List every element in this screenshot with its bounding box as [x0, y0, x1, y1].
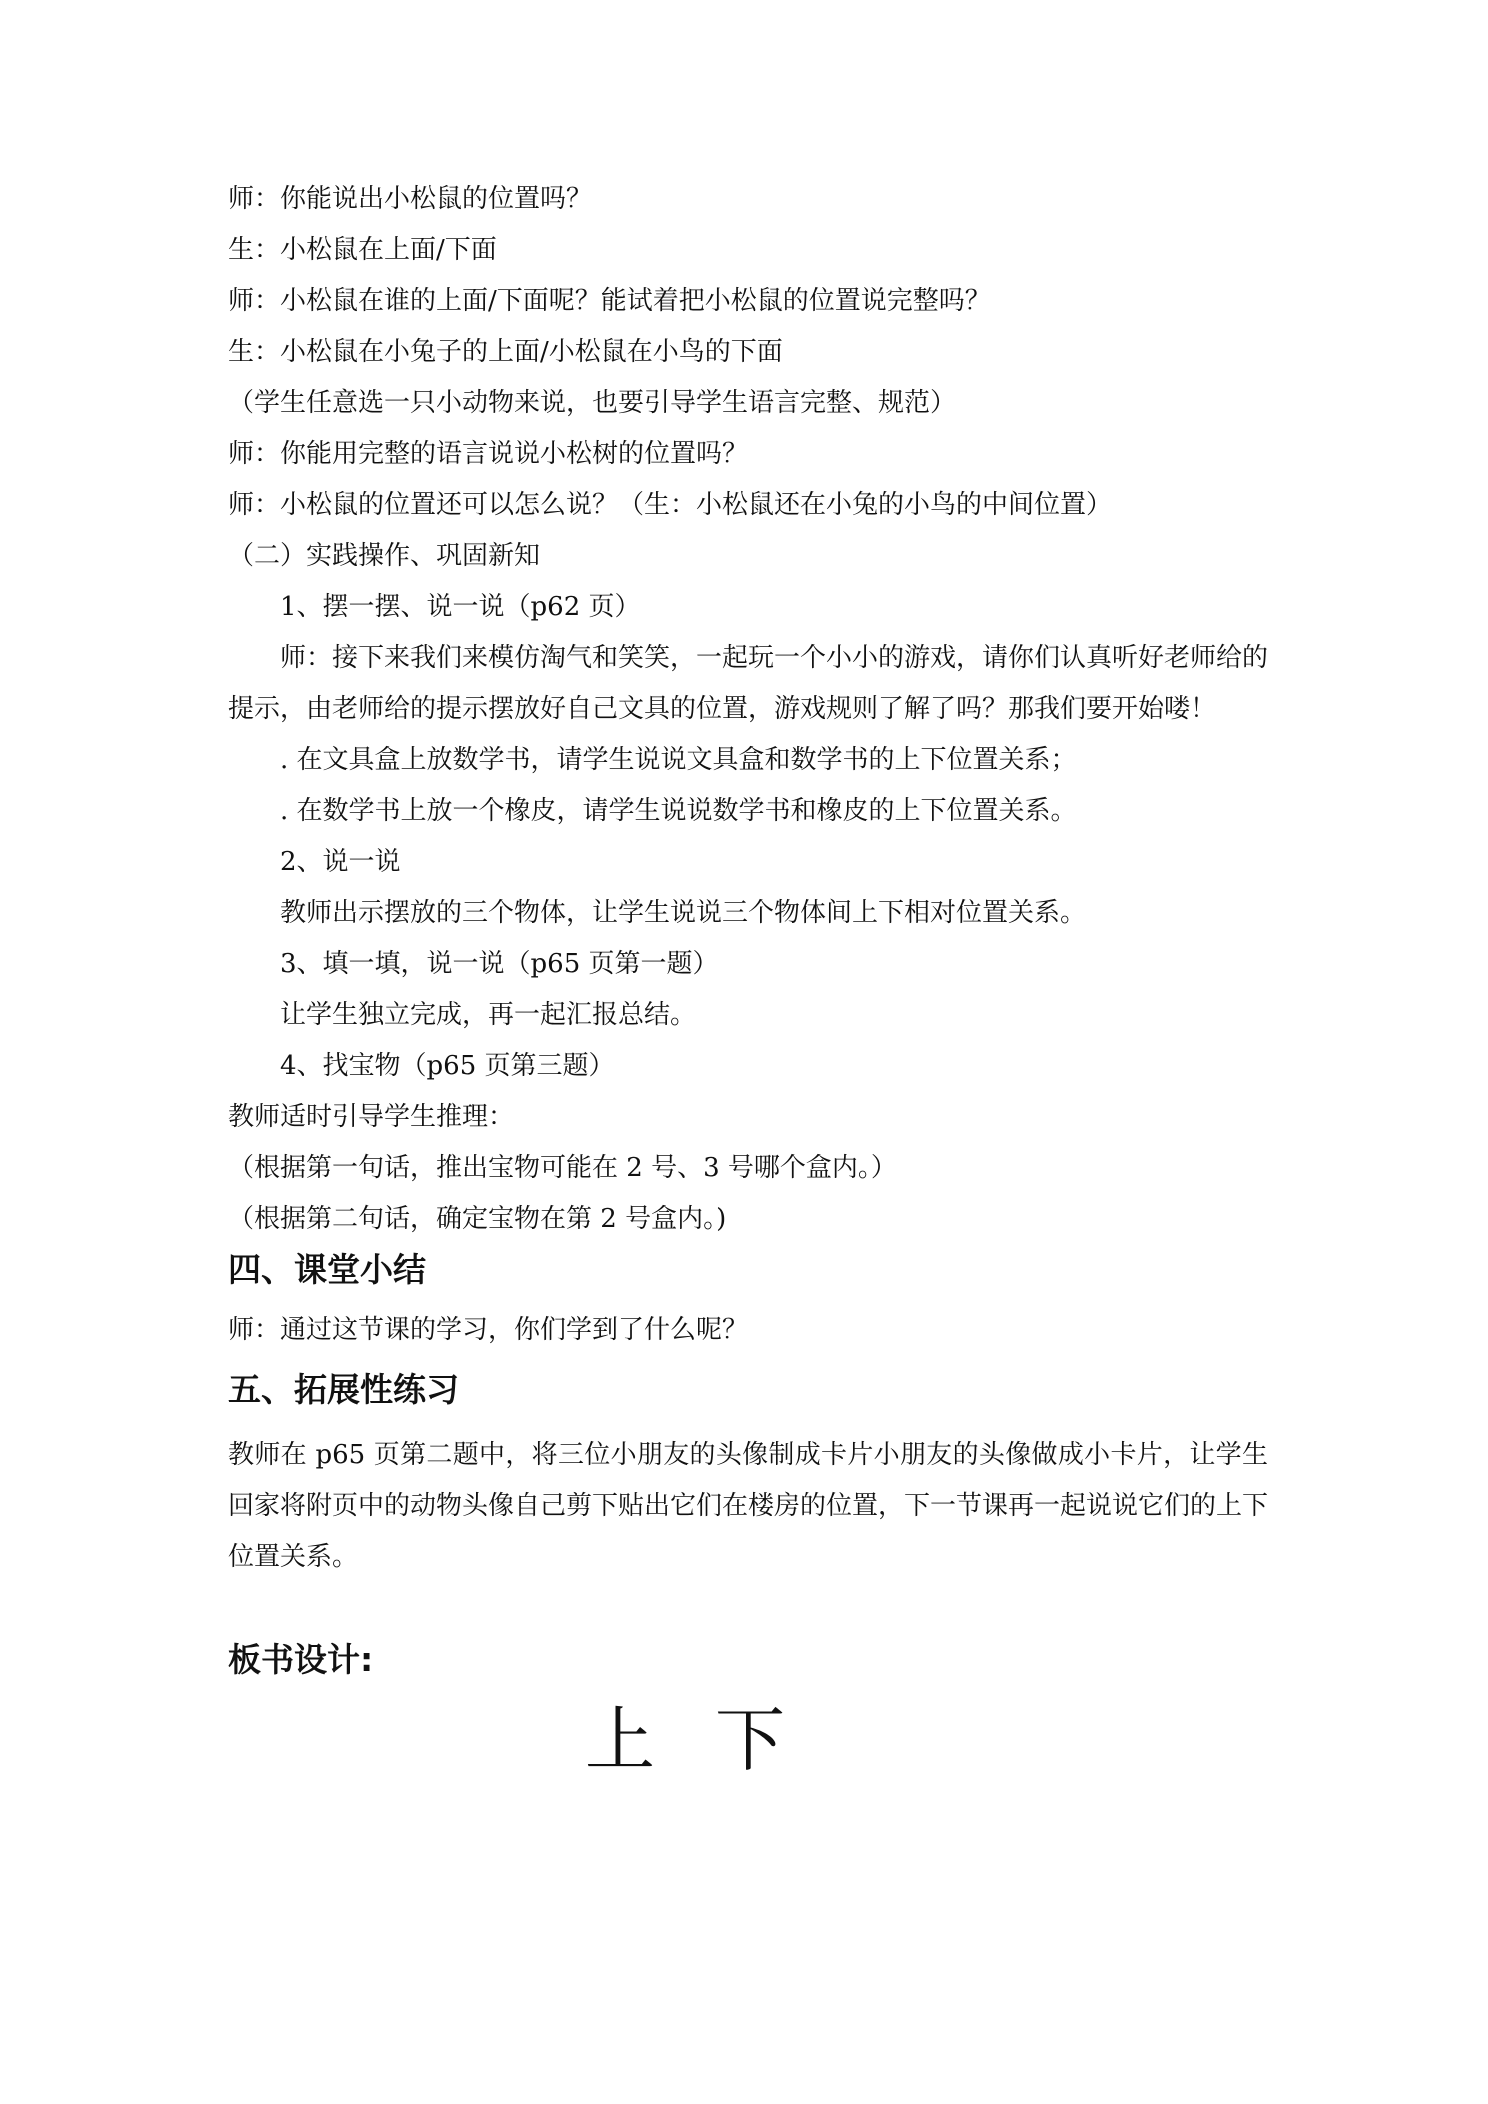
practice-item-3-title: 3、填一填，说一说（p65 页第一题） [280, 949, 719, 979]
dialogue-line-7: 师：小松鼠的位置还可以怎么说？（生：小松鼠还在小兔的小鸟的中间位置） [228, 490, 1113, 520]
extension-text: 教师在 p65 页第二题中，将三位小朋友的头像制成卡片小朋友的头像做成小卡片，让学生回家将附页中的动物头像自己剪下贴出它们在楼房的位置，下一节课再一起说说它们的上下位置关系。 [228, 1440, 1269, 1572]
summary-text: 师：通过这节课的学习，你们学到了什么呢？ [228, 1315, 749, 1345]
practice-item-1-text: 师：接下来我们来模仿淘气和笑笑，一起玩一个小小的游戏，请你们认真听好老师给的提示，由老师给的提示摆放好自己文具的位置，游戏规则了解了吗？那我们要开始喽！ [228, 643, 1269, 724]
board-design-heading: 板书设计: [228, 1640, 374, 1679]
dialogue-line-6: 师：你能用完整的语言说说小松树的位置吗？ [228, 439, 749, 469]
practice-item-4-title: 4、找宝物（p65 页第三题） [280, 1051, 615, 1081]
dialogue-line-1: 师：你能说出小松鼠的位置吗？ [228, 184, 593, 214]
board-char-down: 下 [715, 1699, 785, 1781]
extension-heading: 五、拓展性练习 [228, 1370, 459, 1409]
section-practice-title: （二）实践操作、巩固新知 [228, 541, 541, 571]
practice-item-4-text-3: （根据第二句话，确定宝物在第 2 号盒内。) [228, 1204, 727, 1234]
practice-item-3-text: 让学生独立完成，再一起汇报总结。 [280, 1000, 697, 1030]
dialogue-line-5: （学生任意选一只小动物来说，也要引导学生语言完整、规范） [228, 388, 957, 418]
practice-item-1-point-1: . 在文具盒上放数学书，请学生说说文具盒和数学书的上下位置关系； [280, 745, 1077, 775]
practice-item-2-title: 2、说一说 [280, 847, 401, 877]
practice-item-1-point-2: . 在数学书上放一个橡皮，请学生说说数学书和橡皮的上下位置关系。 [280, 796, 1077, 826]
board-char-up: 上 [585, 1699, 655, 1781]
practice-item-4-text-1: 教师适时引导学生推理： [228, 1102, 515, 1132]
practice-item-1-title: 1、摆一摆、说一说（p62 页） [280, 592, 641, 622]
practice-item-1-paragraph [228, 633, 1268, 735]
practice-item-4-text-2: （根据第一句话，推出宝物可能在 2 号、3 号哪个盒内。） [228, 1153, 897, 1183]
practice-item-2-text: 教师出示摆放的三个物体，让学生说说三个物体间上下相对位置关系。 [280, 898, 1087, 928]
dialogue-line-3: 师：小松鼠在谁的上面/下面呢？能试着把小松鼠的位置说完整吗？ [228, 286, 991, 316]
summary-heading: 四、课堂小结 [228, 1250, 426, 1289]
dialogue-line-4: 生：小松鼠在小兔子的上面/小松鼠在小鸟的下面 [228, 337, 783, 367]
dialogue-line-2: 生：小松鼠在上面/下面 [228, 235, 497, 265]
